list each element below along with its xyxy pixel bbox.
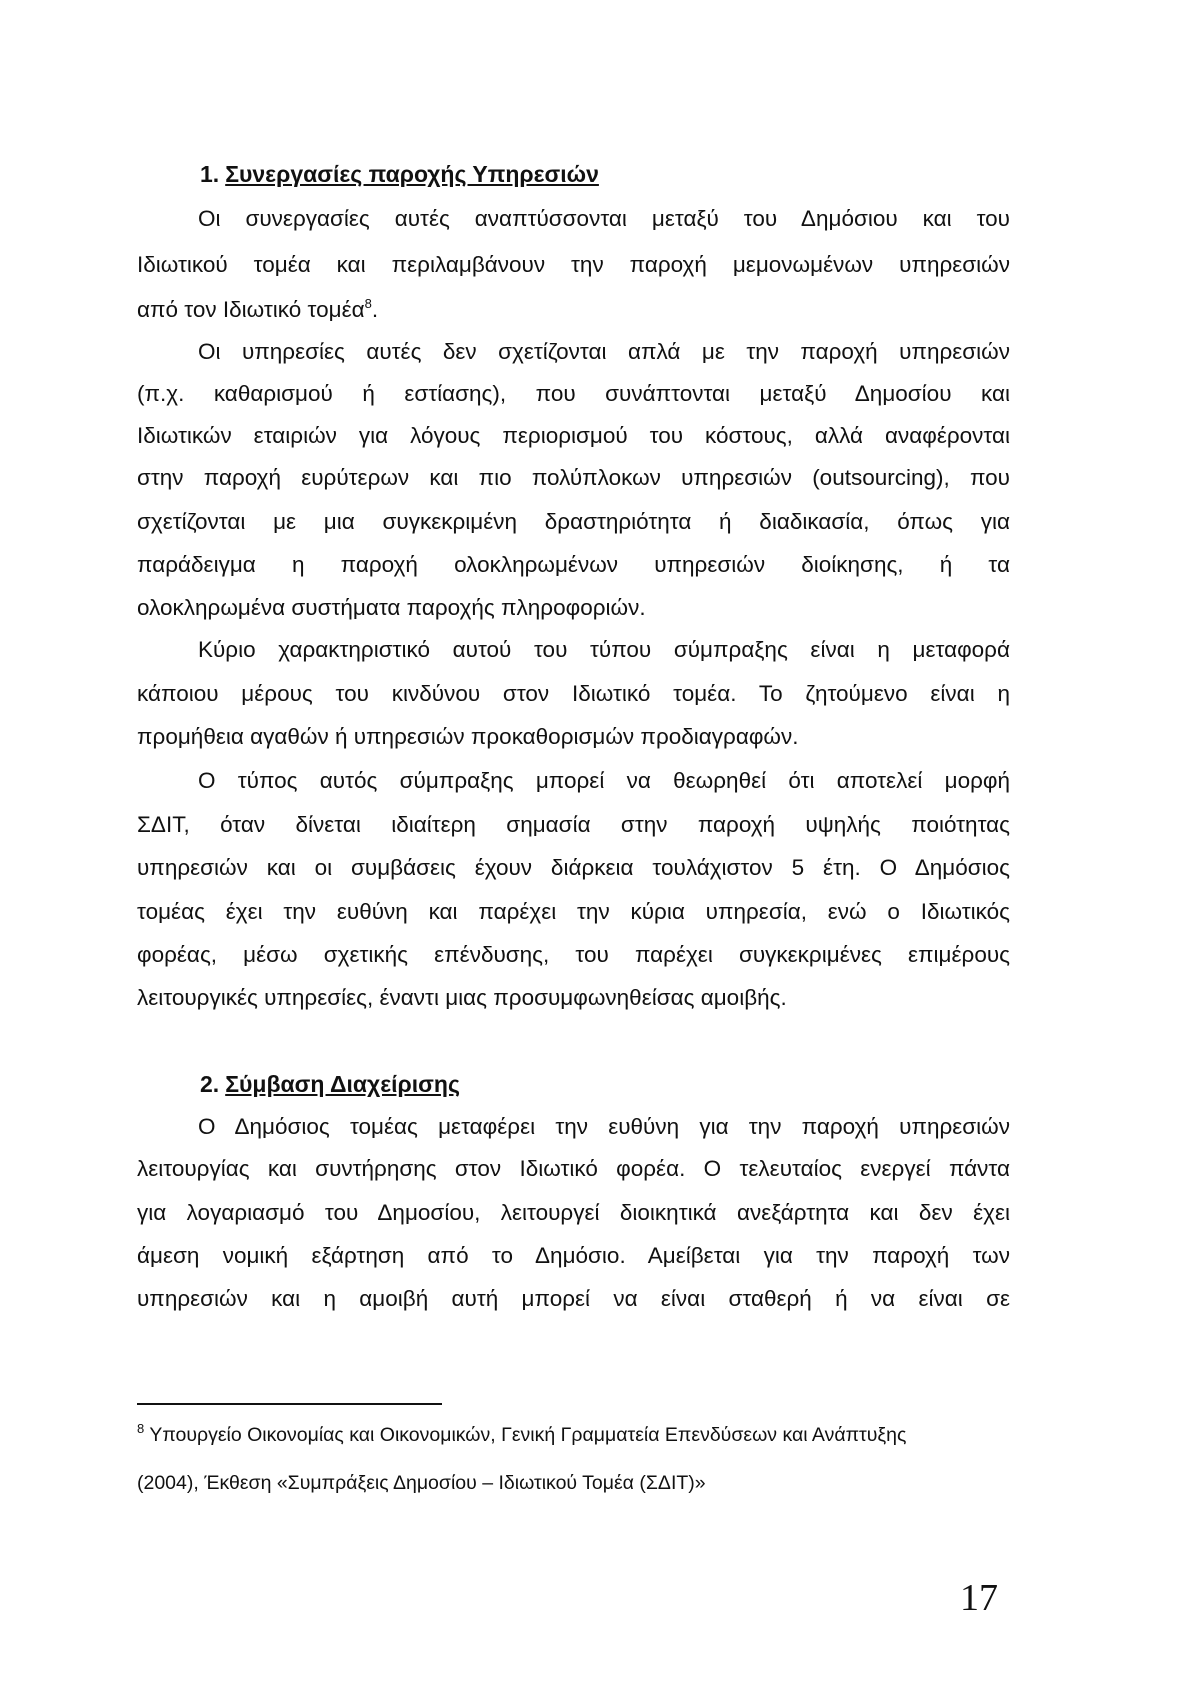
s1-p2-line-1: Οι υπηρεσίες αυτές δεν σχετίζονται απλά με την παροχή υπηρεσιών xyxy=(198,339,1010,364)
footnote-line-1 xyxy=(137,1421,906,1449)
section-2-heading xyxy=(200,1069,460,1099)
s1-p2-line-6: παράδειγμα η παροχή ολοκληρωμένων υπηρεσιών διοίκησης, ή τα xyxy=(137,552,1010,577)
s1-p3-line-2: κάποιου μέρους του κινδύνου στον Ιδιωτικό τομέα. Το ζητούμενο είναι η xyxy=(137,681,1010,706)
section-2-number: 2. xyxy=(200,1071,220,1097)
s1-p1-line-3 xyxy=(137,295,378,325)
s2-p1-line-5: υπηρεσιών και η αμοιβή αυτή μπορεί να είναι σταθερή ή να είναι σε xyxy=(137,1286,1010,1311)
s1-p4-line-1: Ο τύπος αυτός σύμπραξης μπορεί να θεωρηθεί ότι αποτελεί μορφή xyxy=(198,768,1010,793)
section-1-number: 1. xyxy=(200,161,220,187)
s1-p3-line-1: Κύριο χαρακτηριστικό αυτού του τύπου σύμπραξης είναι η μεταφορά xyxy=(198,637,1010,662)
s2-p1-line-1: Ο Δημόσιος τομέας μεταφέρει την ευθύνη για την παροχή υπηρεσιών xyxy=(198,1114,1010,1139)
section-1-title: Συνεργασίες παροχής Υπηρεσιών xyxy=(225,161,599,187)
s1-p4-line-4: τομέας έχει την ευθύνη και παρέχει την κύρια υπηρεσία, ενώ ο Ιδιωτικός xyxy=(137,899,1010,924)
s1-p3-line-3: προμήθεια αγαθών ή υπηρεσιών προκαθορισμών προδιαγραφών. xyxy=(137,724,799,749)
s1-p1-line-3-text: από τον Ιδιωτικό τομέα xyxy=(137,297,365,322)
s1-p2-line-2: (π.χ. καθαρισμού ή εστίασης), που συνάπτονται μεταξύ Δημοσίου και xyxy=(137,381,1010,406)
s1-p4-line-6: λειτουργικές υπηρεσίες, έναντι μιας προσυμφωνηθείσας αμοιβής. xyxy=(137,985,787,1010)
s1-p1-line-3-end: . xyxy=(371,297,379,322)
footnote-line-2: (2004), Έκθεση «Συμπράξεις Δημοσίου – Ιδιωτικού Τομέα (ΣΔΙΤ)» xyxy=(137,1472,706,1494)
footnote-separator xyxy=(137,1403,442,1405)
s2-p1-line-3: για λογαριασμό του Δημοσίου, λειτουργεί διοικητικά ανεξάρτητα και δεν έχει xyxy=(137,1200,1010,1225)
s1-p1-line-1: Οι συνεργασίες αυτές αναπτύσσονται μεταξύ του Δημόσιου και του xyxy=(198,206,1010,231)
section-1-heading xyxy=(200,159,599,189)
s2-p1-line-2: λειτουργίας και συντήρησης στον Ιδιωτικό φορέα. Ο τελευταίος ενεργεί πάντα xyxy=(137,1156,1010,1181)
footnote-marker: 8 xyxy=(137,1420,145,1436)
footnote-ref-8: 8 xyxy=(364,295,372,311)
section-2-title: Σύμβαση Διαχείρισης xyxy=(225,1071,460,1097)
s1-p4-line-5: φορέας, μέσω σχετικής επένδυσης, του παρέχει συγκεκριμένες επιμέρους xyxy=(137,942,1010,967)
s1-p2-line-5: σχετίζονται με μια συγκεκριμένη δραστηριότητα ή διαδικασία, όπως για xyxy=(137,509,1010,534)
s1-p1-line-2: Ιδιωτικού τομέα και περιλαμβάνουν την παροχή μεμονωμένων υπηρεσιών xyxy=(137,252,1010,277)
s1-p4-line-3: υπηρεσιών και οι συμβάσεις έχουν διάρκεια τουλάχιστον 5 έτη. Ο Δημόσιος xyxy=(137,855,1010,880)
s1-p2-line-7: ολοκληρωμένα συστήματα παροχής πληροφοριών. xyxy=(137,595,646,620)
footnote-text-1: Υπουργείο Οικονομίας και Οικονομικών, Γενική Γραμματεία Επενδύσεων και Ανάπτυξης xyxy=(149,1424,907,1446)
s1-p4-line-2: ΣΔΙΤ, όταν δίνεται ιδιαίτερη σημασία στην παροχή υψηλής ποιότητας xyxy=(137,812,1010,837)
s2-p1-line-4: άμεση νομική εξάρτηση από το Δημόσιο. Αμείβεται για την παροχή των xyxy=(137,1243,1010,1268)
s1-p2-line-3: Ιδιωτικών εταιριών για λόγους περιορισμού του κόστους, αλλά αναφέρονται xyxy=(137,423,1010,448)
s1-p2-line-4: στην παροχή ευρύτερων και πιο πολύπλοκων υπηρεσιών (outsourcing), που xyxy=(137,465,1010,490)
page-number: 17 xyxy=(960,1577,998,1619)
